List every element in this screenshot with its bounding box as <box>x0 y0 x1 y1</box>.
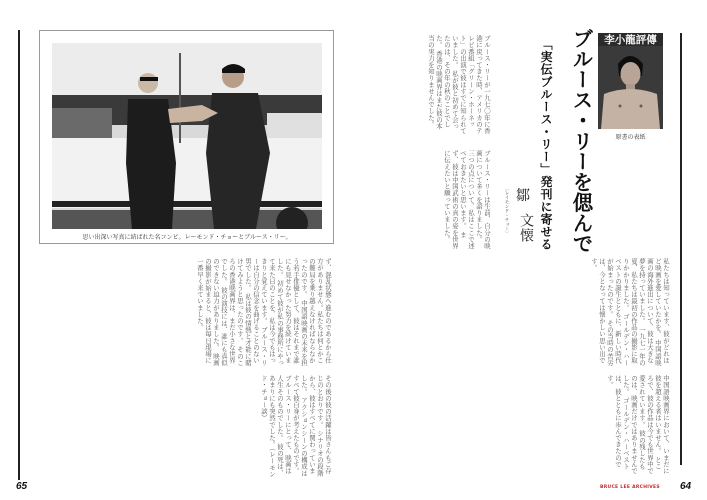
text-column: 中国語映画界において、いまだに彼を超える者はいません。 <box>654 375 670 474</box>
text-column: ブルース・リーは自分の信念を曲げることのない男でした。 <box>244 258 268 366</box>
text-column: 中国語映画の海外進出について、彼は大きな夢を持っていました。 <box>638 258 662 366</box>
photo-handshake <box>52 43 322 229</box>
text-column: その当時の苦労は、今となっては懐かしい思い出です。 <box>590 258 614 366</box>
book-cover <box>598 33 663 129</box>
text-column: 初めて彼が私の事務所にやって来た日のことを、私は今でもはっきりと覚えています。 <box>260 258 284 366</box>
text-column: 映画の撮影が始まると、彼は毎日現場に一番早く来ていました。 <box>196 258 220 366</box>
book-cover-portrait <box>598 46 663 129</box>
right-middle-text <box>366 150 491 250</box>
right-upper-text <box>366 35 491 135</box>
left-body-text <box>40 258 332 366</box>
text-column: ゴールデン・ハーベストは、彼とともに歩んできたのです。 <box>606 375 630 470</box>
left-lower-text <box>40 375 332 480</box>
text-column: ところで、彼の作品は今でも世界中で愛されています。 <box>638 375 662 474</box>
right-lower-text <box>370 375 670 475</box>
text-column: 彼の残したものは、映画だけではありませんでした。 <box>622 375 646 474</box>
author-reading: 〔レイモンド・チョー〕 <box>504 186 509 236</box>
text-column: その後の彼の活躍は皆さんもご存じのとおりです。 <box>316 375 332 474</box>
page-number-right: 64 <box>680 481 692 492</box>
handshake-photo-illustration <box>52 43 322 229</box>
photo-caption: 思い出深い写真に結ばれた名コンビ。レーモンド・チョーとブルース・リー。 <box>82 234 292 241</box>
text-column: そのころの香港映画界は、まだ小さな世界でした。 <box>220 258 244 366</box>
text-column: 私は彼の情熱と才能に賭けてみようと思ったのです。 <box>236 258 252 366</box>
text-column: 三つの点について、私はここで述べておきたいと思います。 <box>459 150 475 249</box>
footer-logo: BRUCE LEE ARCHIVES <box>600 485 660 490</box>
text-column: 私が彼と初めて会ったのは、その年の秋のことでした。 <box>435 35 459 130</box>
text-column: 私たちは知っています、彼がどれほど映画を愛していたかを。 <box>654 258 670 364</box>
text-column: ブルース・リーが一九七〇年に香港に戻ってきた時、アメリカのテレビ番組「グリーン・ホーネット」の出演で彼はすでに知られていました。 <box>451 35 491 134</box>
page-number-left: 65 <box>16 481 28 492</box>
text-column: まず、彼は中国武術の真の姿を世界に伝えたいと願っていました。 <box>443 150 467 249</box>
text-column: 香港の映画界はまだ彼の本当の実力を知りませんでした。 <box>427 35 443 130</box>
author-given-name: 文懐 <box>518 213 534 243</box>
book-cover-caption: 原書の表紙 <box>615 134 646 141</box>
author-family-name: 鄒 <box>516 188 530 204</box>
text-column: 彼の死は、あまりにも突然でした。（レーモンド・チョー談） <box>260 375 284 478</box>
text-column: シナリオの段階から、彼はすべてに関わっていました。 <box>300 375 324 477</box>
right-body-text <box>370 258 670 366</box>
text-column: ず、混乱状態へ進むのであるから仕方がありません。私たちは何とかこの難局を乗り越えなければならなかったのです。 <box>300 258 332 364</box>
article-subtitle: 「実伝ブルース・リー」発刊に寄せる <box>539 38 553 251</box>
text-column: ブルース・リーは生前、自分の映画について多くを語りました。 <box>475 150 491 249</box>
text-column: 一九七一年の夏、私たちは最初の作品の撮影に取りかかりました。 <box>622 258 646 366</box>
text-column: ブルース・リーにとって、映画は人生そのものでした。 <box>276 375 292 474</box>
book-cover-title: 李小龍評傳 <box>604 34 657 46</box>
text-column: アクションシーンの構成はすべて彼自身が考えたものです。 <box>292 375 308 477</box>
text-column: 中国語映画の未来を担う若手俳優として、彼はそれまで誰にも見せなかった努力を続けていました。 <box>276 258 308 366</box>
left-margin-rule <box>18 30 20 480</box>
text-column: 彼の演技には、誰にも真似のできない迫力がありました。 <box>212 258 228 366</box>
text-column: ゴールデン・ハーベストの誕生とともに、新しい時代が始まったのです。 <box>606 258 630 366</box>
article-title: ブルース・リーを偲んで <box>569 28 593 254</box>
right-margin-rule <box>680 33 682 465</box>
